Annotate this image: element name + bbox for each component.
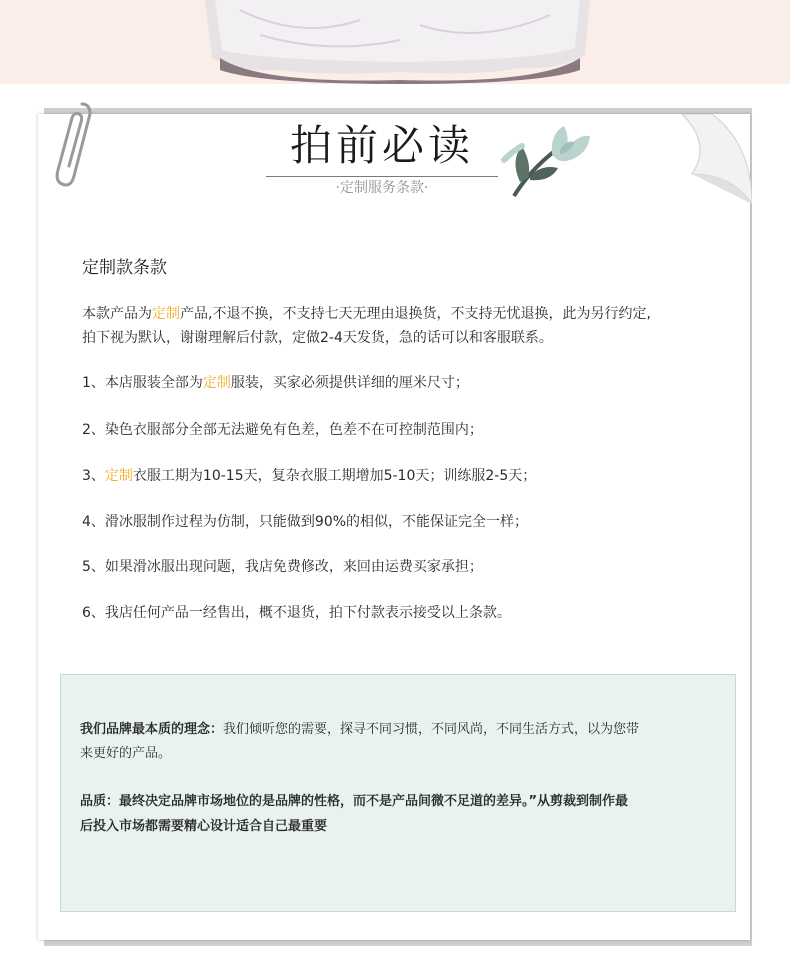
term-text: 3、 [82, 468, 105, 484]
tulip-flower-icon [500, 120, 596, 200]
terms-heading: 定制款条款 [82, 258, 167, 278]
term-highlight: 定制 [202, 375, 231, 391]
intro-text-continued: 产品,不退不换，不支持七天无理由退换货，不支持无忧退换，此为另行约定, [180, 306, 651, 322]
term-text: 5、如果滑冰服出现问题，我店免费修改，来回由运费买家承担； [82, 559, 483, 575]
term-text: 1、本店服装全部为 [82, 375, 203, 391]
philosophy-text: 我们倾听您的需要，探寻不同习惯，不同风尚，不同生活方式，以为您带 [223, 722, 640, 737]
dress-hem-image [0, 0, 790, 84]
term-item-6 [82, 602, 511, 624]
terms-intro [82, 302, 747, 350]
paperclip-icon [54, 96, 94, 192]
term-item-1 [82, 372, 469, 394]
intro-line-2: 拍下视为默认，谢谢理解后付款，定做2-4天发货，急的话可以和客服联系。 [82, 330, 553, 346]
term-text: 2、染色衣服部分全部无法避免有色差，色差不在可控制范围内； [82, 422, 483, 438]
title-divider [266, 176, 498, 177]
term-item-2 [82, 419, 483, 441]
brand-philosophy-line-2: 来更好的产品。 [80, 746, 172, 761]
term-item-4 [82, 511, 528, 533]
intro-line-1 [82, 302, 747, 326]
page-curl-decoration [682, 114, 752, 204]
brand-quality-line-2: 后投入市场都需要精心设计适合自己最重要 [80, 819, 328, 834]
intro-highlight: 定制 [152, 306, 180, 322]
philosophy-label: 我们品牌最本质的理念： [80, 722, 224, 737]
term-item-3 [82, 465, 536, 487]
term-highlight: 定制 [104, 468, 133, 484]
brand-quality-line-1 [80, 790, 720, 814]
term-text: 6、我店任何产品一经售出，概不退货，拍下付款表示接受以上条款。 [82, 605, 511, 621]
brand-philosophy-line-1 [80, 718, 720, 742]
term-text: 4、滑冰服制作过程为仿制，只能做到90%的相似，不能保证完全一样； [82, 514, 529, 530]
page-subtitle: ·定制服务条款· [335, 180, 429, 196]
page-title: 拍前必读 [289, 121, 474, 170]
intro-text: 本款产品为 [82, 306, 152, 322]
term-item-5 [82, 556, 483, 578]
quality-label: 品质： [80, 794, 120, 809]
term-text-suffix: 服装，买家必须提供详细的厘米尺寸； [230, 375, 469, 391]
product-photo-strip [0, 0, 790, 84]
term-text-suffix: 衣服工期为10-15天，复杂衣服工期增加5-10天；训练服2-5天； [132, 468, 537, 484]
quality-text: 最终决定品牌市场地位的是品牌的性格，而不是产品间微不足道的差异。”从剪裁到制作最 [119, 794, 629, 809]
